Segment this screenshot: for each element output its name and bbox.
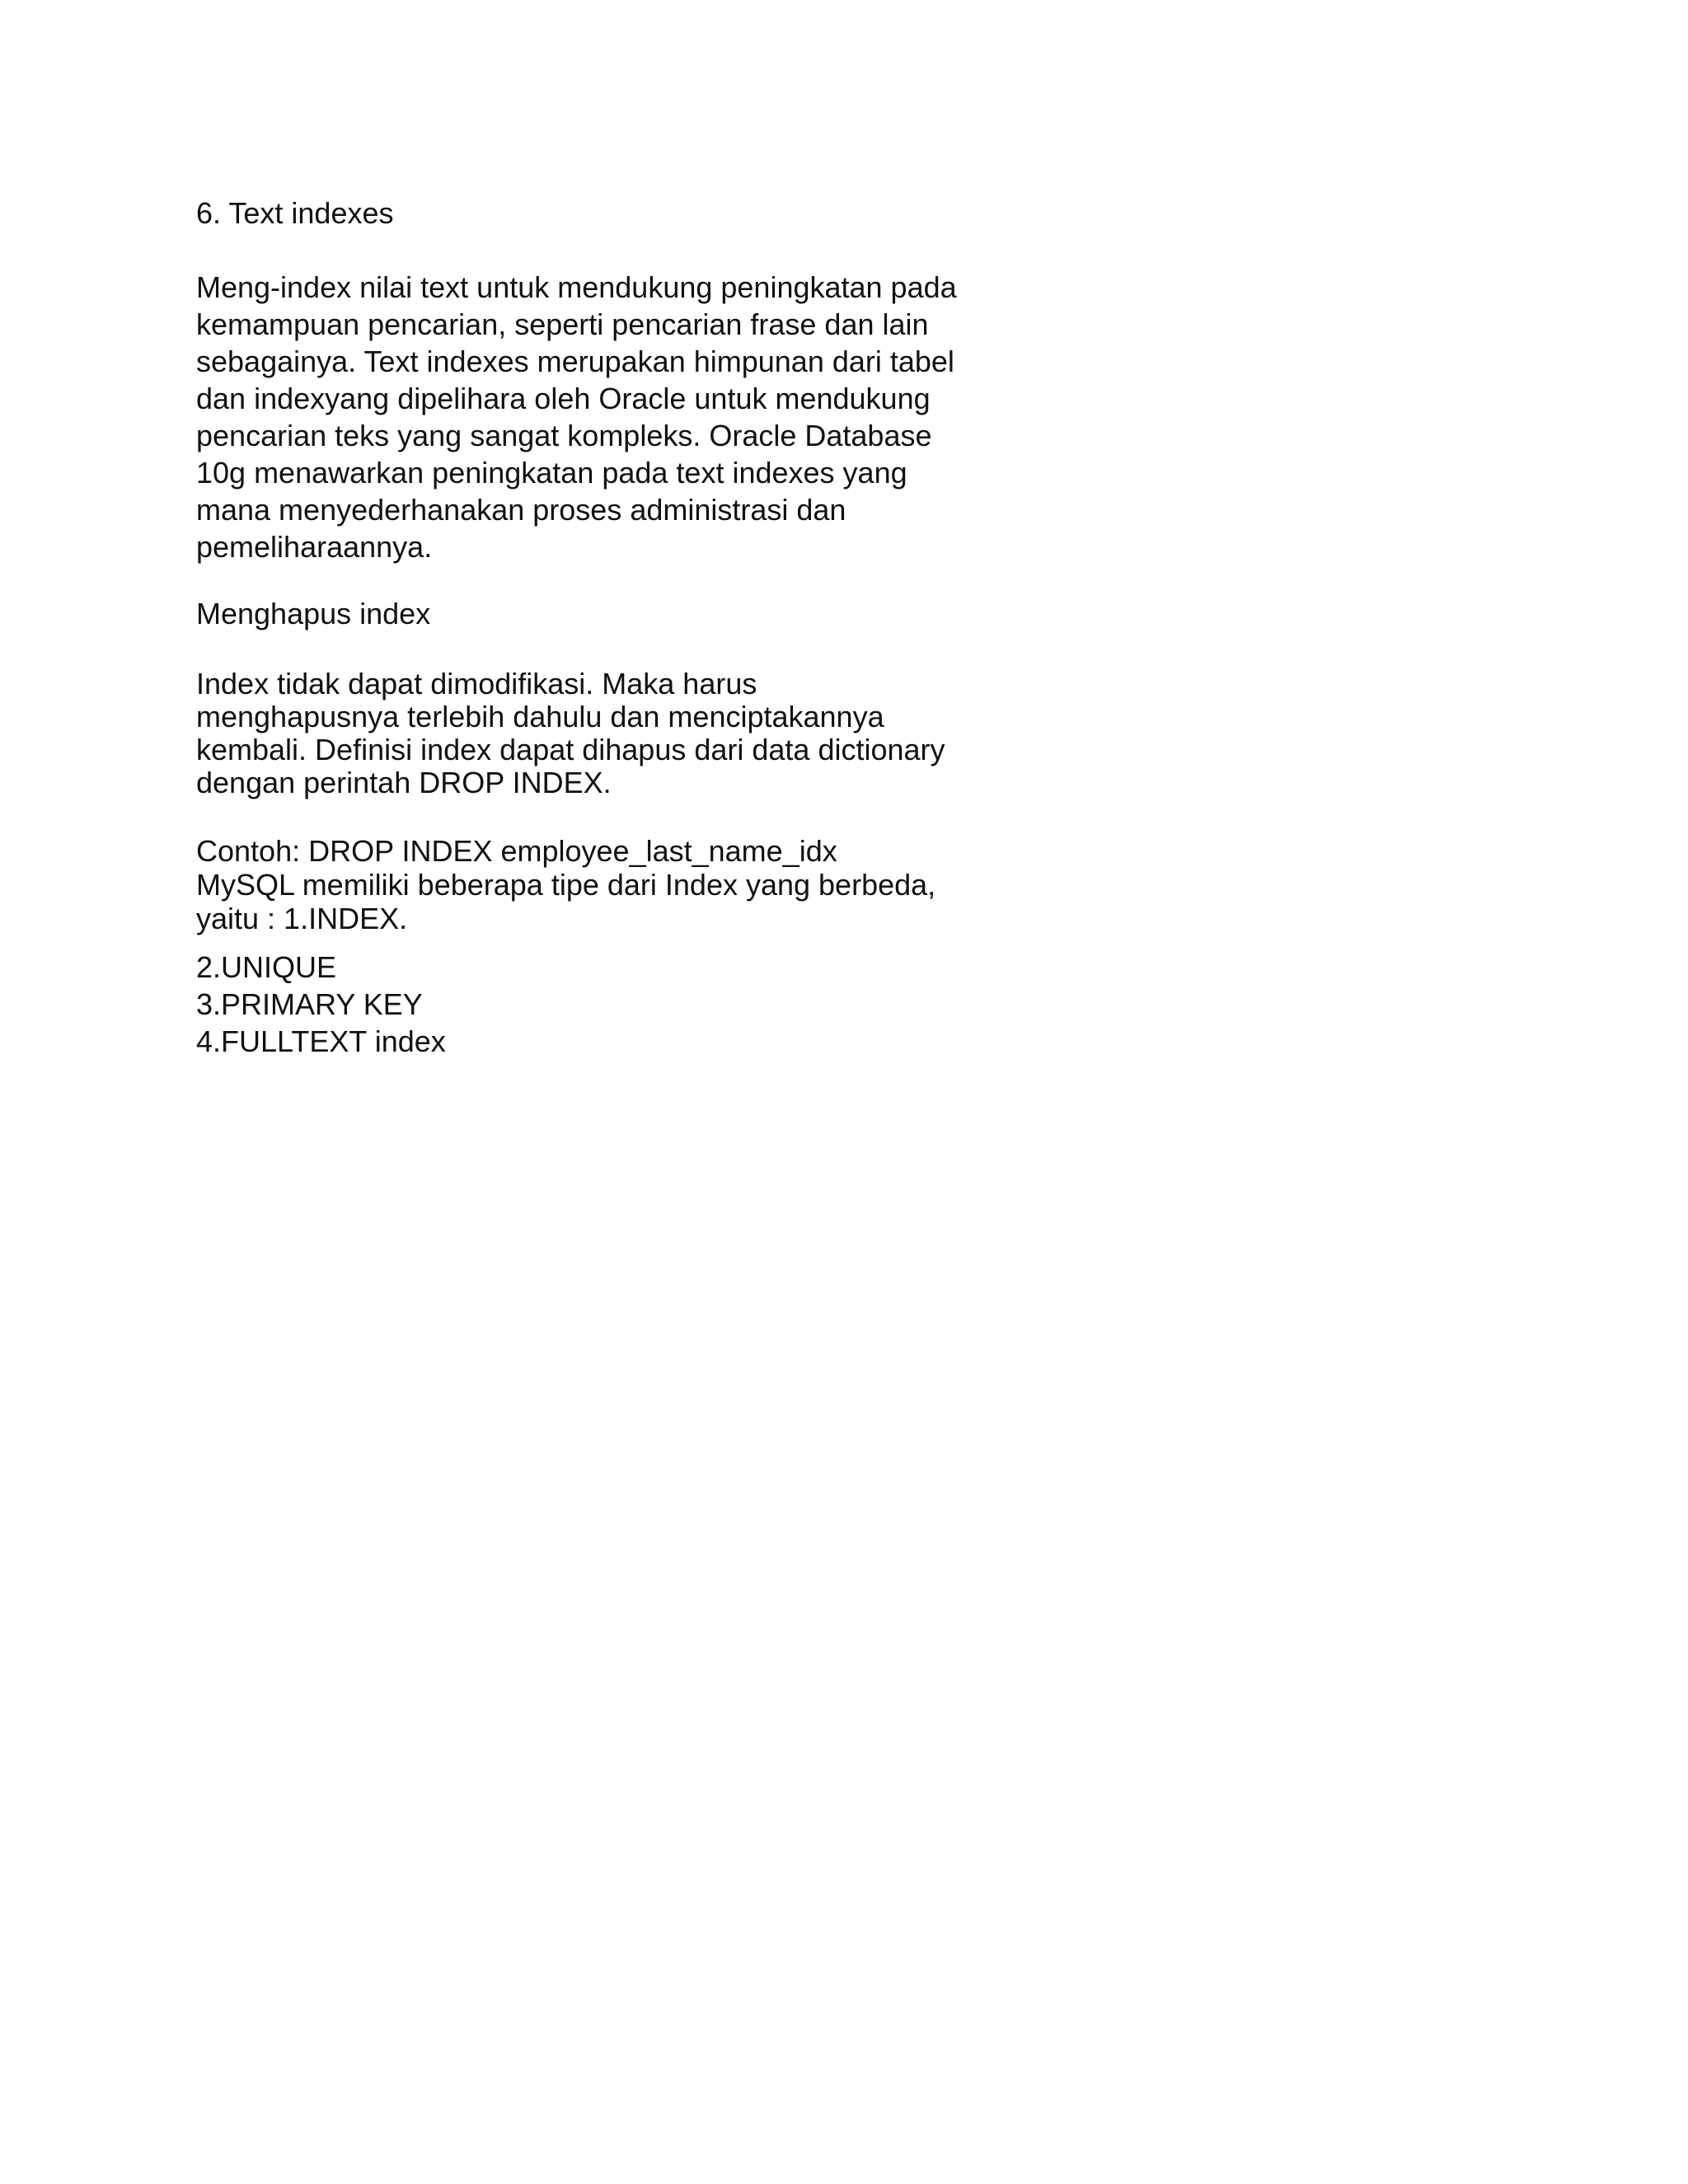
text-indexes-paragraph bbox=[196, 269, 957, 565]
paragraph-line: dengan perintah DROP INDEX. bbox=[196, 766, 612, 799]
section-heading-menghapus-index: Menghapus index bbox=[196, 597, 431, 630]
section-heading-text-indexes: 6. Text indexes bbox=[196, 196, 394, 230]
paragraph-line: mana menyederhanakan proses administrasi dan bbox=[196, 493, 846, 527]
paragraph-line: Index tidak dapat dimodifikasi. Maka harus bbox=[196, 667, 757, 701]
paragraph-line: kembali. Definisi index dapat dihapus dari data dictionary bbox=[196, 733, 945, 766]
paragraph-line: yaitu : 1.INDEX. bbox=[196, 902, 408, 935]
paragraph-line: 10g menawarkan peningkatan pada text indexes yang bbox=[196, 456, 907, 490]
drop-index-paragraph bbox=[196, 668, 945, 799]
paragraph-line: pemeliharaannya. bbox=[196, 530, 433, 564]
example-paragraph bbox=[196, 834, 935, 935]
paragraph-line: sebagainya. Text indexes merupakan himpunan dari tabel bbox=[196, 344, 954, 378]
paragraph-line: dan indexyang dipelihara oleh Oracle untuk mendukung bbox=[196, 382, 931, 415]
list-item: 4.FULLTEXT index bbox=[196, 1024, 446, 1058]
paragraph-line: pencarian teks yang sangat kompleks. Oracle Database bbox=[196, 419, 932, 452]
paragraph-line: Meng-index nilai text untuk mendukung peningkatan pada bbox=[196, 270, 957, 304]
paragraph-line: kemampuan pencarian, seperti pencarian frase dan lain bbox=[196, 307, 929, 341]
paragraph-line: Contoh: DROP INDEX employee_last_name_idx bbox=[196, 834, 837, 868]
list-item: 2.UNIQUE bbox=[196, 950, 337, 984]
list-item: 3.PRIMARY KEY bbox=[196, 987, 423, 1021]
paragraph-line: menghapusnya terlebih dahulu dan menciptakannya bbox=[196, 700, 884, 733]
paragraph-line: MySQL memiliki beberapa tipe dari Index yang berbeda, bbox=[196, 868, 936, 902]
index-types-list bbox=[196, 949, 446, 1060]
